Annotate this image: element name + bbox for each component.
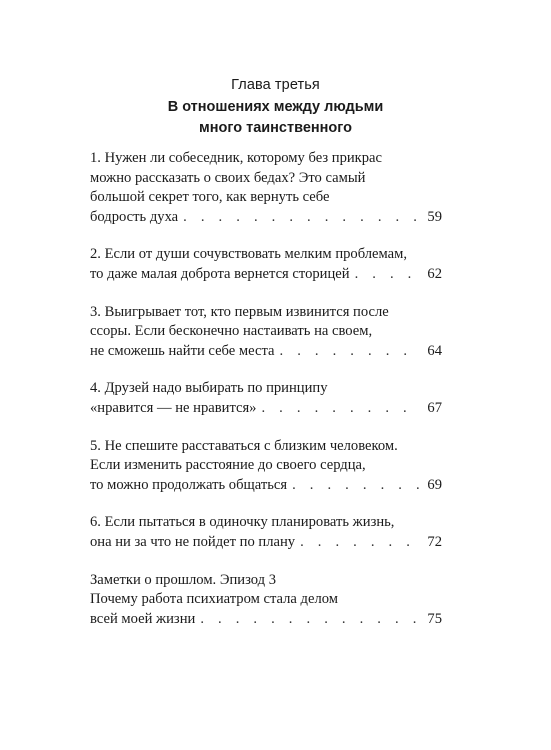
toc-entry-line: 2. Если от души сочувствовать мелким проблемам,	[90, 246, 408, 263]
page-number: 67	[427, 399, 442, 416]
page-number: 64	[427, 342, 442, 359]
toc-entry-line: всей моей жизни	[90, 610, 196, 627]
page-number: 75	[427, 610, 442, 627]
toc-entry-line: Заметки о прошлом. Эпизод 3	[90, 571, 277, 588]
toc-entry-line: 3. Выигрывает тот, кто первым извинится после	[90, 303, 389, 320]
toc-entry[interactable]	[90, 513, 442, 552]
toc-entry-line: «нравится — не нравится»	[90, 399, 257, 416]
chapter-label: Глава третья	[231, 77, 320, 93]
page-number: 69	[427, 476, 442, 493]
toc-entry-line: 1. Нужен ли собеседник, которому без прикрас	[90, 150, 383, 166]
toc-entry-last-line	[90, 610, 442, 630]
toc-entry-line: не сможешь найти себе места	[90, 342, 275, 359]
toc-entry-line: Если изменить расстояние до своего сердца,	[90, 457, 366, 474]
toc-entry-line: она ни за что не пойдет по плану	[90, 533, 296, 550]
toc-entry-line: Почему работа психиатром стала делом	[90, 591, 338, 608]
toc-entry-line: 6. Если пытаться в одиночку планировать жизнь,	[90, 514, 395, 531]
toc-entry-last-line	[90, 399, 442, 419]
chapter-title-line: В отношениях между людьми	[167, 99, 384, 115]
toc-entry[interactable]	[90, 571, 442, 630]
dot-leader	[200, 610, 420, 630]
dot-leader	[300, 533, 420, 553]
toc-entry-line: бодрость духа	[90, 208, 179, 225]
toc-entry[interactable]	[90, 149, 442, 227]
toc-entry-last-line	[90, 533, 442, 553]
dot-leader	[261, 399, 420, 419]
table-of-contents	[90, 149, 442, 647]
chapter-title	[0, 97, 551, 139]
toc-entry[interactable]	[90, 303, 442, 362]
toc-entry-line: 5. Не спешите расставаться с близким человеком.	[90, 437, 398, 454]
dot-leader	[183, 208, 420, 228]
toc-entry-line: ссоры. Если бесконечно настаивать на своем,	[90, 323, 373, 340]
toc-entry-last-line	[90, 342, 442, 362]
page-number: 62	[427, 265, 442, 282]
toc-entry-line: то даже малая доброта вернется сторицей	[90, 265, 350, 282]
toc-entry-line: то можно продолжать общаться	[90, 476, 288, 493]
toc-entry[interactable]	[90, 437, 442, 496]
chapter-title-line: много таинственного	[199, 120, 352, 136]
toc-entry[interactable]	[90, 245, 442, 284]
dot-leader	[355, 265, 420, 285]
toc-entry-last-line	[90, 208, 442, 228]
page-number: 72	[427, 533, 442, 550]
dot-leader	[280, 342, 420, 362]
toc-entry-line: 4. Друзей надо выбирать по принципу	[90, 380, 328, 397]
toc-entry-last-line	[90, 265, 442, 285]
toc-entry-last-line	[90, 476, 442, 496]
dot-leader	[292, 476, 420, 496]
toc-entry-line: большой секрет того, как вернуть себе	[90, 189, 330, 206]
toc-entry-line: можно рассказать о своих бедах? Это самый	[90, 169, 366, 186]
toc-entry[interactable]	[90, 379, 442, 418]
page-number: 59	[427, 208, 442, 225]
